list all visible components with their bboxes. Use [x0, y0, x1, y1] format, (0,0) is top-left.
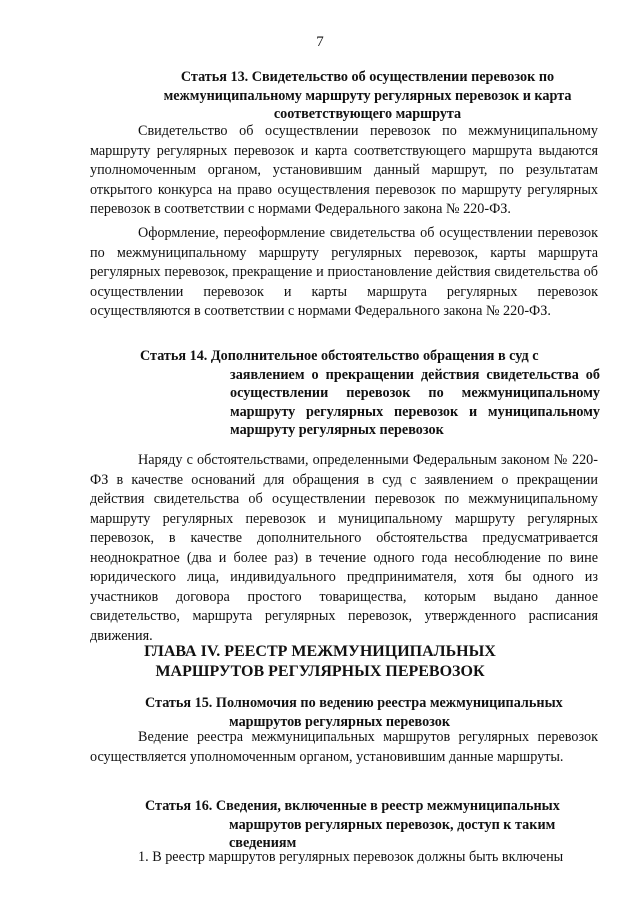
article-14-heading [140, 347, 600, 440]
chapter-4-title: ГЛАВА IV. РЕЕСТР МЕЖМУНИЦИПАЛЬНЫХ МАРШРУТОВ РЕГУЛЯРНЫХ ПЕРЕВОЗОК [144, 643, 496, 680]
article-16-heading [145, 797, 600, 853]
article-15-heading-rest: маршрутов регулярных перевозок [229, 713, 451, 730]
page-number: 7 [316, 34, 324, 50]
article-16-heading-lead: Статья 16. Сведения, включенные в реестр межмуниципальных [145, 798, 560, 814]
article-15-paragraph: Ведение реестра межмуниципальных маршрутов регулярных перевозок осуществляется уполномоченным органом, установившим данные маршруты. [90, 729, 598, 765]
article-13-paragraph-1: Свидетельство об осуществлении перевозок по межмуниципальному маршруту регулярных перевозок и карта соответствующего маршрута выдаются уполномоченным органом, установившим данный маршрут, по результатам открытого конкурса на право осуществления перевозок по маршруту регулярных перевозок в соответствии с нормами Федерального закона № 220-ФЗ. [90, 123, 598, 217]
article-14-paragraph: Наряду с обстоятельствами, определенными Федеральным законом № 220-ФЗ в качестве оснований для обращения в суд с заявлением о прекращении действия свидетельства об осуществлении перевозок по межмуниципальному маршруту регулярных перевозок и муниципальному маршруту регулярных перевозок, в качестве дополнительного обстоятельства предусматривается неоднократное (два и более раз) в течение одного года несоблюдение по вине юридического лица, индивидуального предпринимателя, хотя бы одного из участников договора простого товарищества, которым выдано данное свидетельство, маршрута регулярных перевозок, утвержденного расписания движения. [90, 452, 598, 644]
article-15-heading-lead: Статья 15. Полномочия по ведению реестра межмуниципальных [145, 695, 563, 711]
article-14-heading-lead: Статья 14. Дополнительное обстоятельство обращения в суд с [140, 348, 539, 364]
article-14-heading-rest: заявлением о прекращении действия свидетельства об осуществлении перевозок по межмуниципальному маршруту регулярных перевозок и муниципальному маршруту регулярных перевозок [230, 366, 600, 438]
article-13-paragraph-2: Оформление, переоформление свидетельства об осуществлении перевозок по межмуниципальному маршруту регулярных перевозок, карты маршрута регулярных перевозок, прекращение и приостановление действия свидетельства об осуществлении перевозок и карты маршрута регулярных перевозок осуществляются в соответствии с нормами Федерального закона № 220-ФЗ. [90, 225, 598, 319]
article-15-heading [145, 694, 600, 731]
article-16-paragraph-1: 1. В реестр маршрутов регулярных перевозок должны быть включены [138, 849, 564, 865]
article-16-heading-rest: маршрутов регулярных перевозок, доступ к таким сведениям [229, 816, 556, 851]
article-13-heading: Статья 13. Свидетельство об осуществлении перевозок по межмуниципальному маршруту регулярных перевозок и карта соответствующего маршрута [163, 69, 572, 122]
